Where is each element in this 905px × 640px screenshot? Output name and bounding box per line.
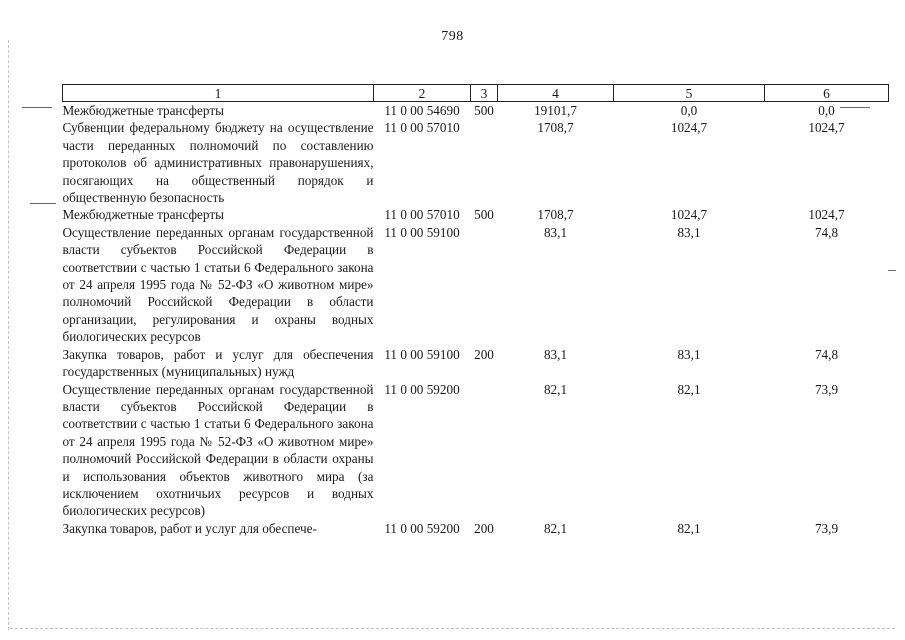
header-col-4: 4 — [498, 85, 614, 102]
row-name: Закупка товаров, работ и услуг для обеспечения государственных (муниципальных) нужд — [62, 346, 374, 380]
row-value-5: 82,1 — [677, 520, 701, 536]
row-value-4: 83,1 — [543, 224, 568, 240]
row-value-6: 0,0 — [818, 103, 835, 118]
row-value-6: 1024,7 — [808, 207, 845, 223]
row-value-5: 0,0 — [680, 103, 698, 118]
row-value-4: 1708,7 — [537, 207, 574, 223]
row-value-5: 82,1 — [677, 381, 701, 397]
scan-edge-bottom — [10, 628, 895, 630]
scan-speck — [30, 203, 56, 204]
row-value-5: 83,1 — [677, 346, 701, 362]
row-name: Осуществление переданных органам государственной власти субъектов Российской Федерации в соответствии с частью 1 статьи 6 Федерального закона от 24 апреля 1995 года № 52-ФЗ «О животном мире» полномочий Российской Федерации в области охраны и использования объектов животного мира (за исключением охотничьих ресурсов и водных биологических ресурсов) — [62, 381, 374, 519]
row-value-4: 19101,7 — [534, 103, 577, 118]
row-name: Субвенции федеральному бюджету на осуществление части переданных полномочий по составлению протоколов об административных правонарушениях, посягающих на общественный порядок и общественную безопасность — [62, 120, 374, 206]
row-name: Осуществление переданных органам государственной власти субъектов Российской Федерации в соответствии с частью 1 статьи 6 Федерального закона от 24 апреля 1995 года № 52-ФЗ «О животном мире» полномочий Российской Федерации в области организации, регулирования и охраны водных биологических ресурсов — [62, 224, 374, 345]
row-code: 11 0 00 59200 — [384, 520, 460, 536]
table-row — [63, 206, 889, 223]
row-value-4: 82,1 — [543, 520, 568, 536]
row-name: Межбюджетные трансферты — [62, 103, 224, 118]
row-expense-type: 500 — [474, 103, 494, 118]
row-value-4: 82,1 — [543, 381, 568, 397]
row-value-6: 74,8 — [814, 224, 839, 240]
row-value-6: 1024,7 — [808, 120, 845, 136]
row-expense-type — [471, 224, 498, 346]
header-row — [63, 85, 889, 102]
table-row — [63, 381, 889, 520]
page-number: 798 — [441, 29, 464, 44]
row-value-4: 83,1 — [543, 346, 568, 362]
row-value-6: 73,9 — [814, 520, 839, 536]
row-code: 11 0 00 57010 — [384, 207, 460, 223]
row-value-5: 83,1 — [677, 224, 701, 240]
row-name: Межбюджетные трансферты — [62, 207, 224, 223]
row-expense-type: 500 — [474, 207, 494, 223]
header-col-3: 3 — [471, 85, 498, 102]
row-code: 11 0 00 59100 — [384, 224, 460, 240]
row-code: 11 0 00 54690 — [384, 103, 460, 118]
header-col-2: 2 — [374, 85, 471, 102]
row-expense-type — [471, 381, 498, 520]
row-name: Закупка товаров, работ и услуг для обеспече- — [62, 520, 317, 536]
row-value-5: 1024,7 — [670, 207, 708, 223]
table-row — [63, 346, 889, 381]
scan-edge-left — [8, 40, 10, 630]
table-row — [63, 119, 889, 206]
row-code: 11 0 00 59200 — [384, 381, 460, 397]
table-row — [63, 520, 889, 537]
row-expense-type: 200 — [474, 520, 494, 536]
header-col-1: 1 — [63, 85, 374, 102]
header-col-5: 5 — [614, 85, 765, 102]
row-value-4: 1708,7 — [537, 120, 574, 136]
table-row — [63, 224, 889, 346]
row-value-5: 1024,7 — [670, 120, 708, 136]
scan-speck — [888, 270, 896, 271]
table-row — [63, 102, 889, 120]
row-expense-type: 200 — [474, 346, 494, 362]
row-code: 11 0 00 59100 — [384, 346, 460, 362]
row-value-6: 73,9 — [814, 381, 839, 397]
row-code: 11 0 00 57010 — [384, 120, 460, 136]
row-value-6: 74,8 — [814, 346, 839, 362]
header-col-6: 6 — [765, 85, 889, 102]
budget-table — [62, 84, 889, 537]
row-expense-type — [471, 119, 498, 206]
scan-speck — [22, 107, 52, 108]
